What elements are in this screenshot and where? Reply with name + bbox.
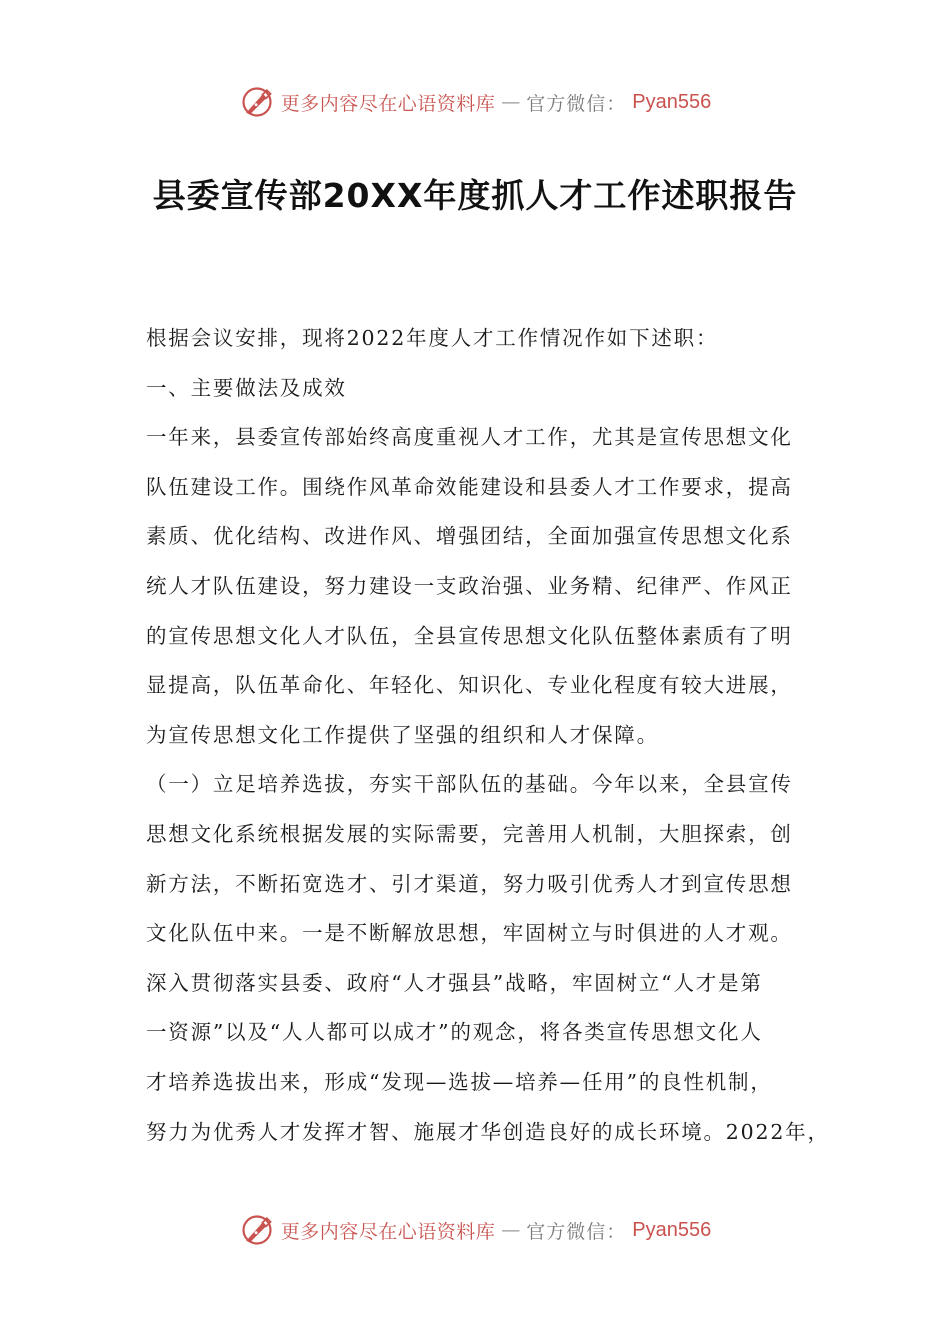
header-watermark [0, 80, 950, 124]
subsection-line: （一）立足培养选拔，夯实干部队伍的基础。今年以来，全县宣传 [146, 772, 793, 797]
document-title: 县委宣传部20XX年度抓人才工作述职报告 [152, 176, 798, 215]
body-line: 深入贯彻落实县委、政府“人才强县”战略，牢固树立“人才是第 [146, 970, 763, 995]
pen-nib-logo-icon [239, 1212, 275, 1248]
body-line: 显提高，队伍革命化、年轻化、知识化、专业化程度有较大进展， [146, 673, 793, 698]
watermark-official-label: 官方微信： [526, 92, 627, 115]
body-line: 才培养选拔出来，形成“发现—选拔—培养—任用”的良性机制， [146, 1069, 773, 1094]
body-line: 努力为优秀人才发挥才智、施展才华创造良好的成长环境。2022年， [146, 1119, 830, 1144]
body-line: 的宣传思想文化人才队伍，全县宣传思想文化队伍整体素质有了明 [146, 623, 793, 648]
pen-nib-logo-icon [239, 84, 275, 120]
body-line: 思想文化系统根据发展的实际需要，完善用人机制，大胆探索，创 [146, 821, 793, 846]
watermark-dash: — [501, 1219, 521, 1241]
document-body [146, 314, 830, 1157]
section-heading: 一、主要做法及成效 [146, 375, 347, 400]
watermark-wechat-id: Pyan556 [632, 90, 712, 113]
body-line: 根据会议安排，现将2022年度人才工作情况作如下述职： [146, 326, 719, 350]
watermark-site-text: 更多内容尽在心语资料库 [280, 1220, 496, 1243]
watermark-official-label: 官方微信： [526, 1220, 627, 1243]
footer-watermark [0, 1208, 950, 1252]
body-line: 一资源”以及“人人都可以成才”的观念，将各类宣传思想文化人 [146, 1020, 763, 1045]
body-line: 一年来，县委宣传部始终高度重视人才工作，尤其是宣传思想文化 [146, 425, 793, 450]
watermark-site-text: 更多内容尽在心语资料库 [280, 92, 496, 115]
body-line: 为宣传思想文化工作提供了坚强的组织和人才保障。 [146, 722, 659, 747]
body-line: 素质、优化结构、改进作风、增强团结，全面加强宣传思想文化系 [146, 524, 793, 549]
body-line: 统人才队伍建设，努力建设一支政治强、业务精、纪律严、作风正 [146, 573, 793, 598]
watermark-dash: — [501, 91, 521, 113]
watermark-wechat-id: Pyan556 [632, 1218, 712, 1241]
body-line: 新方法，不断拓宽选才、引才渠道，努力吸引优秀人才到宣传思想 [146, 871, 793, 896]
body-line: 队伍建设工作。围绕作风革命效能建设和县委人才工作要求，提高 [146, 474, 793, 499]
body-line: 文化队伍中来。一是不断解放思想，牢固树立与时俱进的人才观。 [146, 921, 793, 946]
